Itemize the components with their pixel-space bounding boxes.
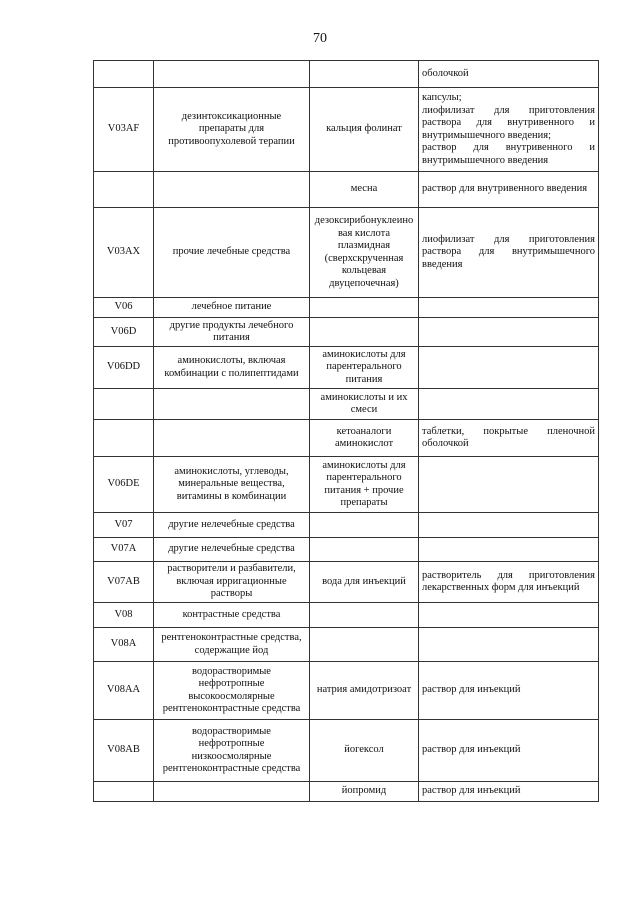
drug-name-cell — [310, 208, 419, 298]
dosage-form-cell — [419, 720, 599, 782]
group-name-cell — [154, 298, 310, 318]
drug-name-cell — [310, 88, 419, 172]
drug-name-cell — [310, 538, 419, 562]
dosage-form-line: лиофилизат для приготовления раствора для внутривенного и внутримышечного введения; — [422, 104, 595, 141]
dosage-form-line: таблетки, покрытые пленочной оболочкой — [422, 425, 595, 449]
drug-name-line: (сверхскрученная — [324, 252, 404, 264]
atc-code-cell — [94, 389, 154, 420]
drug-name-cell — [310, 603, 419, 628]
drug-name-line: смеси — [350, 404, 378, 415]
group-name-line: контрастные средства — [182, 608, 281, 620]
group-name-cell — [154, 457, 310, 513]
group-name-line: питания — [213, 332, 250, 343]
drug-table — [93, 60, 599, 802]
drug-name-line: кетоаналоги — [336, 425, 392, 437]
dosage-form-cell — [419, 389, 599, 420]
dosage-form-cell — [419, 172, 599, 208]
atc-code-cell — [94, 420, 154, 457]
group-name-cell — [154, 782, 310, 802]
group-name-cell — [154, 208, 310, 298]
table-row — [94, 513, 599, 538]
drug-name-cell — [310, 662, 419, 720]
atc-code-cell: V08AB — [94, 720, 154, 782]
table-body — [94, 61, 599, 802]
table-row — [94, 172, 599, 208]
dosage-form-cell — [419, 420, 599, 457]
drug-name-line: плазмидная — [337, 240, 391, 251]
atc-code-cell: V07AB — [94, 562, 154, 603]
drug-name-line: питания + прочие — [324, 484, 404, 496]
group-name-line: рентгеноконтрастные средства — [162, 703, 301, 714]
group-name-cell — [154, 318, 310, 347]
atc-code-cell — [94, 782, 154, 802]
group-name-cell — [154, 603, 310, 628]
drug-name-line: месна — [350, 183, 378, 195]
group-name-cell — [154, 347, 310, 389]
drug-name-cell — [310, 420, 419, 457]
drug-name-line: кольцевая — [341, 265, 387, 276]
table-row — [94, 782, 599, 802]
group-name-cell — [154, 513, 310, 538]
group-name-cell — [154, 88, 310, 172]
drug-name-line: аминокислоты и их — [320, 391, 408, 403]
group-name-line: прочие лечебные средства — [172, 246, 291, 258]
drug-name-line: аминокислоты для — [322, 348, 406, 360]
group-name-line: водорастворимые — [192, 665, 271, 677]
table-row — [94, 538, 599, 562]
group-name-line: препараты для — [198, 123, 265, 135]
dosage-form-line: раствор для внутривенного и внутримышечного введения — [422, 142, 595, 166]
dosage-form-line: растворитель для приготовления лекарственных форм для инъекций — [422, 569, 595, 593]
group-name-line: аминокислоты, включая — [177, 355, 286, 366]
drug-name-line: натрия амидотризоат — [316, 684, 412, 696]
atc-code-cell: V06DE — [94, 457, 154, 513]
group-name-cell — [154, 538, 310, 562]
group-name-line: комбинации с полипептидами — [164, 367, 299, 379]
dosage-form-cell — [419, 662, 599, 720]
dosage-form-cell — [419, 457, 599, 513]
drug-name-cell — [310, 782, 419, 802]
group-name-line: витамины в комбинации — [176, 490, 287, 502]
dosage-form-line: раствор для внутривенного введения — [422, 183, 588, 195]
drug-name-line: аминокислот — [334, 438, 394, 449]
table-row — [94, 720, 599, 782]
group-name-line: аминокислоты, углеводы, — [174, 465, 289, 477]
group-name-line: содержащие йод — [194, 644, 269, 656]
atc-code-cell: V08 — [94, 603, 154, 628]
group-name-cell — [154, 61, 310, 88]
drug-name-line: дезоксирибонуклеино — [314, 215, 414, 226]
drug-name-cell — [310, 347, 419, 389]
group-name-line: дезинтоксикационные — [181, 110, 282, 122]
group-name-cell — [154, 720, 310, 782]
atc-code-cell — [94, 172, 154, 208]
drug-name-cell — [310, 562, 419, 603]
group-name-cell — [154, 562, 310, 603]
dosage-form-line: раствор для инъекций — [422, 785, 521, 797]
drug-name-line: вода для инъекций — [322, 575, 406, 587]
group-name-line: противоопухолевой терапии — [168, 135, 295, 147]
drug-name-line: питания — [345, 373, 383, 385]
atc-code-cell: V08A — [94, 628, 154, 662]
table-row — [94, 420, 599, 457]
table-row — [94, 318, 599, 347]
dosage-form-line: оболочкой — [422, 67, 469, 79]
atc-code-cell: V07 — [94, 513, 154, 538]
dosage-form-cell — [419, 347, 599, 389]
atc-code-cell — [94, 61, 154, 88]
dosage-form-line: лиофилизат для приготовления раствора для внутримышечного введения — [422, 233, 595, 270]
group-name-line: нефротропные — [198, 678, 265, 689]
atc-code-cell: V06D — [94, 318, 154, 347]
group-name-line: водорастворимые — [192, 725, 271, 737]
dosage-form-cell — [419, 88, 599, 172]
table-row — [94, 61, 599, 88]
dosage-form-cell — [419, 628, 599, 662]
group-name-line: низкоосмолярные — [191, 750, 272, 762]
group-name-line: высокоосмолярные — [188, 690, 275, 702]
group-name-cell — [154, 628, 310, 662]
dosage-form-cell — [419, 298, 599, 318]
group-name-cell — [154, 662, 310, 720]
dosage-form-cell — [419, 603, 599, 628]
drug-name-cell — [310, 457, 419, 513]
group-name-line: минеральные вещества, — [178, 478, 285, 490]
drug-name-line: парентерального — [326, 472, 402, 483]
drug-name-line: вая кислота — [337, 227, 391, 239]
drug-name-line: йогексол — [344, 744, 384, 756]
group-name-line: лечебное питание — [191, 301, 272, 313]
drug-name-line: аминокислоты для — [322, 459, 406, 471]
drug-name-cell — [310, 61, 419, 88]
group-name-cell — [154, 420, 310, 457]
group-name-cell — [154, 389, 310, 420]
drug-name-cell — [310, 172, 419, 208]
dosage-form-cell — [419, 513, 599, 538]
dosage-form-cell — [419, 538, 599, 562]
table-row — [94, 208, 599, 298]
group-name-line: включая ирригационные — [176, 575, 287, 587]
dosage-form-cell — [419, 562, 599, 603]
atc-code-cell: V06 — [94, 298, 154, 318]
atc-code-cell: V08AA — [94, 662, 154, 720]
table-row — [94, 457, 599, 513]
atc-code-cell: V03AF — [94, 88, 154, 172]
drug-name-cell — [310, 389, 419, 420]
table-row — [94, 562, 599, 603]
group-name-line: другие продукты лечебного — [169, 319, 294, 331]
dosage-form-cell — [419, 208, 599, 298]
drug-name-cell — [310, 513, 419, 538]
group-name-line: рентгеноконтрастные средства — [162, 763, 301, 774]
group-name-line: рентгеноконтрастные средства, — [161, 632, 302, 643]
drug-name-cell — [310, 720, 419, 782]
group-name-line: другие нелечебные средства — [168, 543, 295, 555]
drug-name-cell — [310, 318, 419, 347]
atc-code-cell: V06DD — [94, 347, 154, 389]
drug-name-cell — [310, 628, 419, 662]
dosage-form-line: раствор для инъекций — [422, 684, 521, 696]
page-number: 70 — [313, 31, 327, 46]
dosage-form-cell — [419, 318, 599, 347]
dosage-form-cell — [419, 61, 599, 88]
group-name-line: растворы — [210, 588, 253, 600]
table-row — [94, 628, 599, 662]
drug-name-line: йопромид — [341, 785, 387, 797]
dosage-form-cell — [419, 782, 599, 802]
group-name-line: растворители и разбавители, — [167, 563, 296, 575]
drug-name-line: двуцепочечная) — [329, 277, 399, 289]
table-row — [94, 298, 599, 318]
table-row — [94, 347, 599, 389]
table-row — [94, 389, 599, 420]
atc-code-cell: V07A — [94, 538, 154, 562]
dosage-form-line: капсулы; — [422, 92, 462, 103]
group-name-cell — [154, 172, 310, 208]
group-name-line: другие нелечебные средства — [168, 518, 295, 530]
dosage-form-line: раствор для инъекций — [422, 744, 521, 756]
table-row — [94, 88, 599, 172]
table-row — [94, 603, 599, 628]
drug-name-line: парентерального — [326, 361, 402, 373]
group-name-line: нефротропные — [198, 738, 265, 749]
drug-name-line: кальция фолинат — [326, 123, 402, 135]
table-row — [94, 662, 599, 720]
atc-code-cell: V03AX — [94, 208, 154, 298]
drug-name-cell — [310, 298, 419, 318]
drug-name-line: препараты — [340, 497, 388, 508]
